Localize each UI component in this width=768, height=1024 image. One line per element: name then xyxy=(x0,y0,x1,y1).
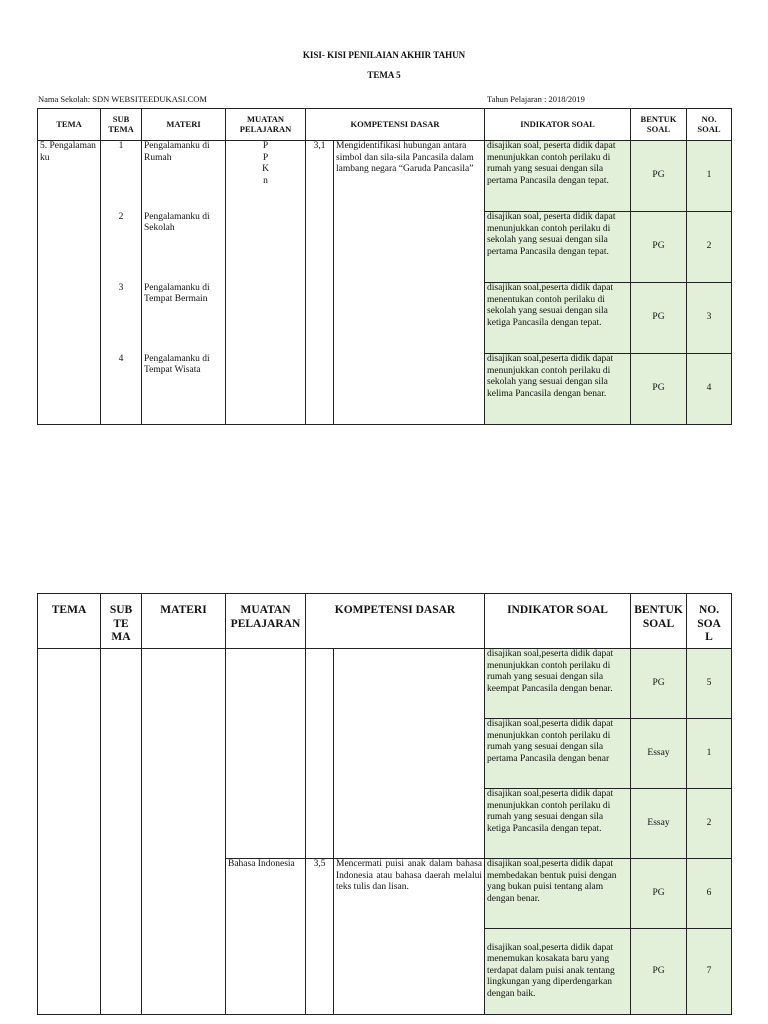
header-row xyxy=(38,594,732,649)
subtema-cell xyxy=(101,649,142,1015)
subtema-cell: 1 xyxy=(101,141,142,212)
school-year: Tahun Pelajaran : 2018/2019 xyxy=(487,94,585,104)
header-materi: MATERI xyxy=(142,594,226,649)
no-soal-cell: 3 xyxy=(687,283,732,354)
materi-cell: Pengalamanku di Tempat Wisata xyxy=(142,354,226,425)
materi-cell: Pengalamanku di Rumah xyxy=(142,141,226,212)
materi-cell xyxy=(142,649,226,1015)
no-soal-cell: 6 xyxy=(687,859,732,929)
table-row xyxy=(38,141,732,212)
kd-number-cell: 3,5 xyxy=(306,859,334,1015)
header-muatan: MUATAN PELAJARAN xyxy=(226,594,306,649)
no-soal-cell: 2 xyxy=(687,212,732,283)
no-soal-cell: 1 xyxy=(687,141,732,212)
kd-number-cell: 3,1 xyxy=(306,141,334,425)
header-bentuk: BENTUK SOAL xyxy=(631,109,687,141)
header-no: NO. SOAL xyxy=(687,109,732,141)
indikator-cell: disajikan soal,peserta didik dapat menunjukkan contoh perilaku di rumah yang sesuai dengan sila pertama Pancasila dengan benar xyxy=(485,719,631,789)
header-indikator: INDIKATOR SOAL xyxy=(485,109,631,141)
kisi-table-1 xyxy=(37,108,732,425)
indikator-cell: disajikan soal, peserta didik dapat menunjukkan contoh perilaku di rumah yang sesuai dengan sila pertama Pancasila dengan tepat. xyxy=(485,141,631,212)
document-title: KISI- KISI PENILAIAN AKHIR TAHUN xyxy=(302,50,466,60)
header-subtema: SUB TEMA xyxy=(101,109,142,141)
indikator-cell: disajikan soal,peserta didik dapat menunjukkan contoh perilaku di rumah yang sesuai dengan sila ketiga Pancasila dengan tepat. xyxy=(485,789,631,859)
no-soal-cell: 5 xyxy=(687,649,732,719)
indikator-cell: disajikan soal, peserta didik dapat menunjukkan contoh perilaku di sekolah yang sesuai dengan sila pertama Pancasila dengan tepat. xyxy=(485,212,631,283)
bentuk-cell: PG xyxy=(631,649,687,719)
bentuk-cell: Essay xyxy=(631,719,687,789)
kd-text-cell: Mencermati puisi anak dalam bahasa Indonesia atau bahasa daerah melalui teks tulis dan lisan. xyxy=(334,859,485,1015)
no-soal-cell: 2 xyxy=(687,789,732,859)
no-soal-cell: 7 xyxy=(687,929,732,1015)
header-row xyxy=(38,109,732,141)
tema-cell xyxy=(38,649,101,1015)
bentuk-cell: PG xyxy=(631,141,687,212)
no-soal-cell: 4 xyxy=(687,354,732,425)
kd-number-cell xyxy=(306,649,334,859)
header-muatan: MUATAN PELAJARAN xyxy=(226,109,306,141)
tema-cell: 5. Pengalamanku xyxy=(38,141,101,425)
indikator-cell: disajikan soal,peserta didik dapat menemukan kosakata baru yang terdapat dalam puisi anak tentang lingkungan yang diperdengarkan dengan baik. xyxy=(485,929,631,1015)
materi-cell: Pengalamanku di Sekolah xyxy=(142,212,226,283)
header-kompetensi-dasar: KOMPETENSI DASAR xyxy=(306,109,485,141)
bentuk-cell: PG xyxy=(631,212,687,283)
header-subtema: SUB TEMA xyxy=(101,594,142,649)
header-kompetensi-dasar: KOMPETENSI DASAR xyxy=(306,594,485,649)
indikator-cell: disajikan soal,peserta didik dapat menunjukkan contoh perilaku di sekolah yang sesuai dengan sila kelima Pancasila dengan benar. xyxy=(485,354,631,425)
header-tema: TEMA xyxy=(38,109,101,141)
muatan-cell xyxy=(226,649,306,859)
indikator-cell: disajikan soal,peserta didik dapat membedakan bentuk puisi dengan yang bukan puisi tentang alam dengan benar. xyxy=(485,859,631,929)
bentuk-cell: PG xyxy=(631,929,687,1015)
subtema-cell: 4 xyxy=(101,354,142,425)
indikator-cell: disajikan soal,peserta didik dapat menentukan contoh perilaku di sekolah yang sesuai dengan sila ketiga Pancasila dengan tepat. xyxy=(485,283,631,354)
bentuk-cell: Essay xyxy=(631,789,687,859)
kd-text-cell: Mengidentifikasi hubungan antara simbol dan sila-sila Pancasila dalam lambang negara “Garuda Pancasila” xyxy=(334,141,485,425)
materi-cell: Pengalamanku di Tempat Bermain xyxy=(142,283,226,354)
kisi-table-2 xyxy=(37,593,732,1015)
header-materi: MATERI xyxy=(142,109,226,141)
header-no: NO. SOAL xyxy=(687,594,732,649)
table-row xyxy=(38,649,732,719)
bentuk-cell: PG xyxy=(631,859,687,929)
document-subtitle: TEMA 5 xyxy=(367,70,401,80)
header-tema: TEMA xyxy=(38,594,101,649)
header-indikator: INDIKATOR SOAL xyxy=(485,594,631,649)
subtema-cell: 3 xyxy=(101,283,142,354)
bentuk-cell: PG xyxy=(631,283,687,354)
school-name: Nama Sekolah: SDN WEBSITEEDUKASI.COM xyxy=(38,94,207,104)
muatan-cell: Bahasa Indonesia xyxy=(226,859,306,1015)
header-bentuk: BENTUK SOAL xyxy=(631,594,687,649)
subtema-cell: 2 xyxy=(101,212,142,283)
muatan-cell: PPKn xyxy=(226,141,306,425)
indikator-cell: disajikan soal,peserta didik dapat menunjukkan contoh perilaku di rumah yang sesuai dengan sila keempat Pancasila dengan benar. xyxy=(485,649,631,719)
no-soal-cell: 1 xyxy=(687,719,732,789)
kd-text-cell xyxy=(334,649,485,859)
bentuk-cell: PG xyxy=(631,354,687,425)
